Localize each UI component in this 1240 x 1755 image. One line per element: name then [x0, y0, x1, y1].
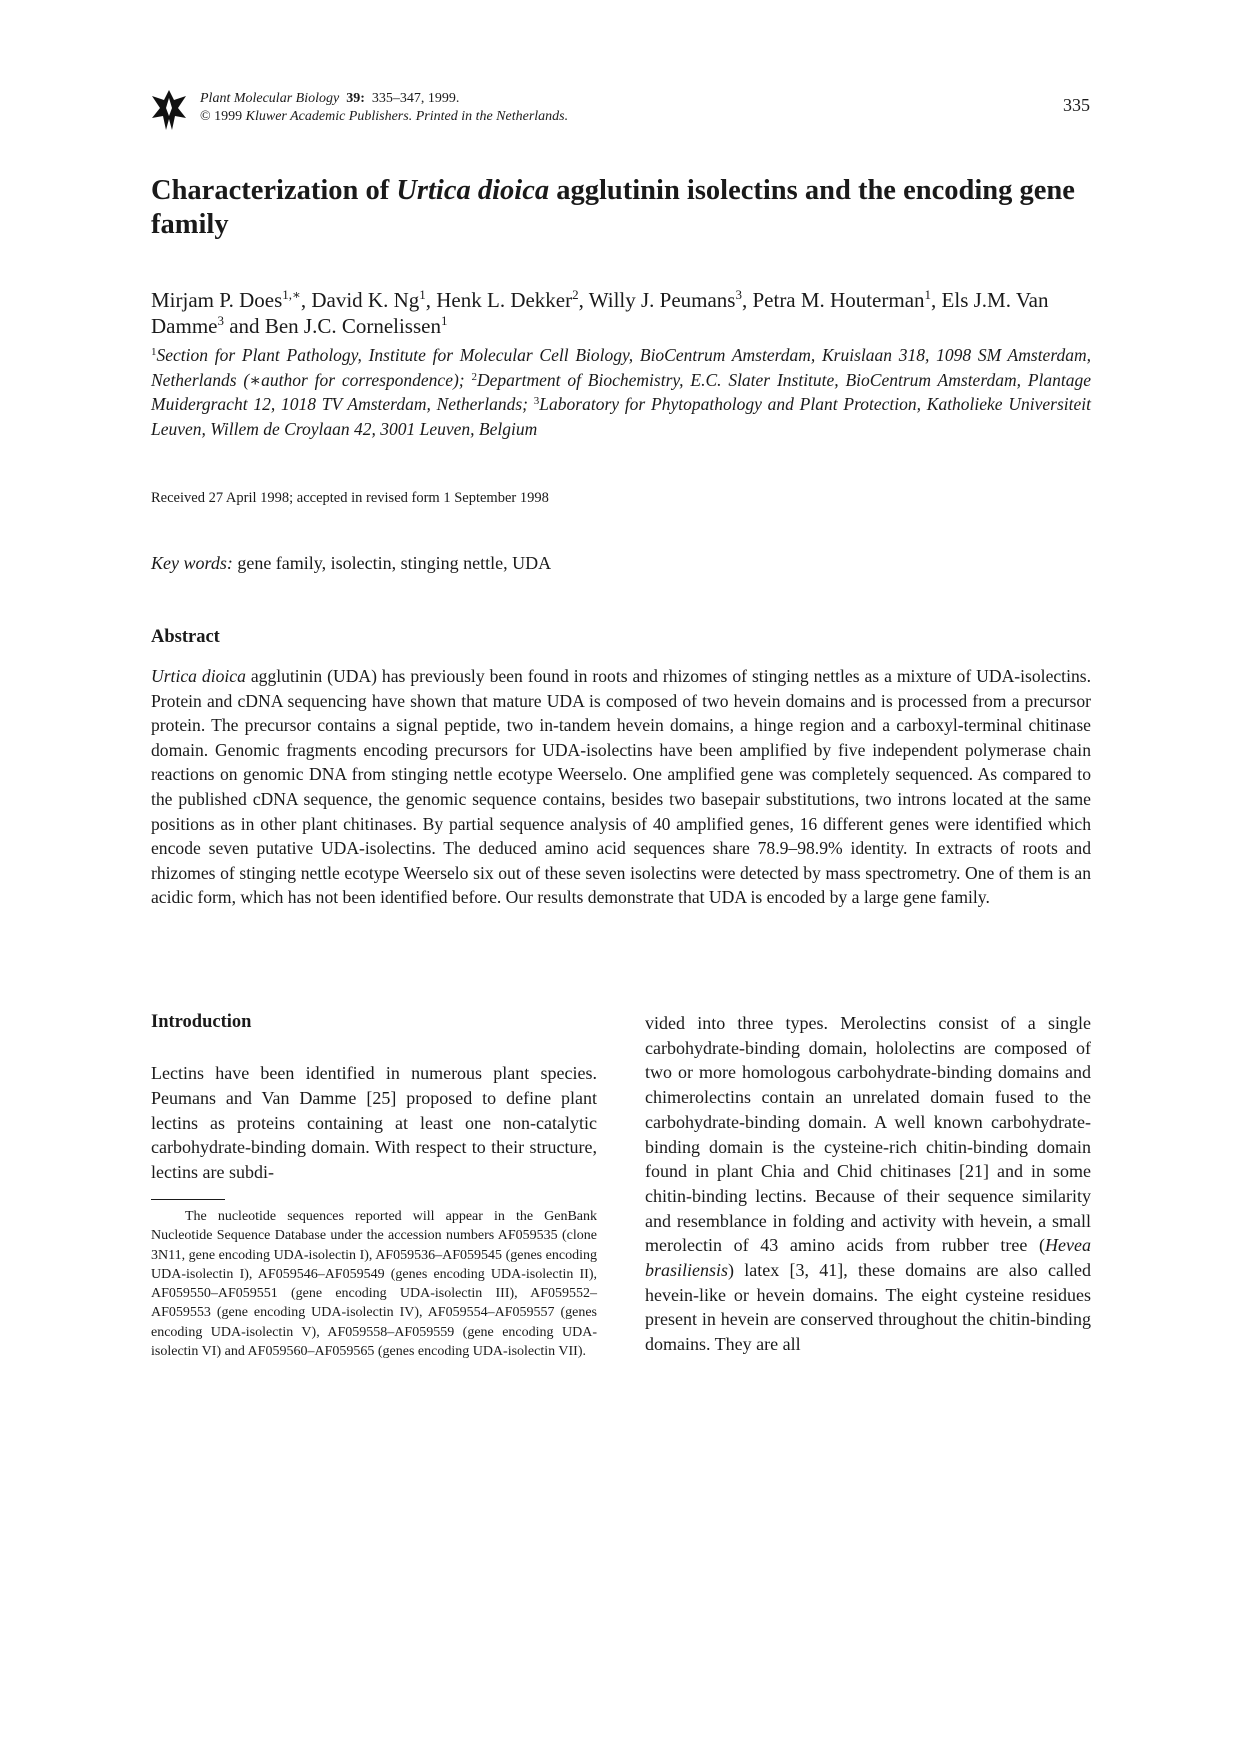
author-name: Henk L. Dekker [436, 288, 573, 312]
affiliation-superscript: 2 [471, 370, 477, 383]
footnote: The nucleotide sequences reported will appear in the GenBank Nucleotide Sequence Database under the accession numbers AF059535 (clone 3N11, gene encoding UDA-isolectin I), AF059536–AF059545 (genes encoding UDA-isolectin I), AF059546–AF059549 (genes encoding UDA-isolectin II), AF059550–AF059551 (gene encoding UDA-isolectin III), AF059552–AF059553 (gene encoding UDA-isolectin IV), AF059554–AF059557 (genes encoding UDA-isolectin V), AF059558–AF059559 (gene encoding UDA-isolectin VI) and AF059560–AF059565 (genes encoding UDA-isolectin VII). [151, 1209, 597, 1360]
keywords-text: gene family, isolectin, stinging nettle, UDA [232, 553, 552, 573]
journal-citation [200, 90, 568, 126]
author-superscript: 1,∗ [282, 287, 301, 302]
author-superscript: 2 [572, 287, 579, 302]
received-date: Received 27 April 1998; accepted in revised form 1 September 1998 [151, 490, 549, 506]
affiliation-superscript: 1 [151, 346, 157, 358]
title-part-2: agglutinin isolectins and the encoding gene family [151, 175, 1075, 240]
page-number: 335 [1063, 95, 1090, 115]
right-species: Hevea brasiliensis [645, 1235, 1091, 1281]
author-separator: , [300, 288, 312, 312]
journal-line-2 [200, 108, 568, 126]
author-superscript: 3 [217, 313, 224, 328]
author-list [151, 287, 1101, 339]
copyright-year: © 1999 [200, 109, 243, 124]
paper-title [151, 174, 1091, 242]
author-superscript: 1 [440, 313, 448, 328]
right-text-part-2: ) latex [3, 41], these domains are also called hevein-like or hevein domains. The eight cysteine residues present in hevein are conserved throughout the chitin-binding domains. They are all [645, 1260, 1091, 1355]
author-name: Mirjam P. Does [151, 288, 283, 312]
introduction-left-column: Lectins have been identified in numerous plant species. Peumans and Van Damme [25] proposed to define plant lectins as proteins containing at least one non-catalytic carbohydrate-binding domain. With respect to their structure, lectins are subdi- [151, 1063, 597, 1183]
abstract-species: Urtica dioica [151, 666, 246, 686]
affiliations [151, 343, 1091, 441]
abstract-body: agglutinin (UDA) has previously been found in roots and rhizomes of stinging nettles as a mixture of UDA-isolectins. Protein and cDNA sequencing have shown that mature UDA is composed of two hevein domains and is processed from a precursor protein. The precursor contains a signal peptide, two in-tandem hevein domains, a hinge region and a carboxyl-terminal chitinase domain. Genomic fragments encoding precursors for UDA-isolectins have been amplified by five independent polymerase chain reactions on genomic DNA from stinging nettle ecotype Weerselo. One amplified gene was completely sequenced. As compared to the published cDNA sequence, the genomic sequence contains, besides two basepair substitutions, two introns located at the same positions as in other plant chitinases. By partial sequence analysis of 40 amplified genes, 16 different genes were identified which encode seven putative UDA-isolectins. The deduced amino acid sequences share 78.9–98.9% identity. In extracts of roots and rhizomes of stinging nettle ecotype Weerselo six out of these seven isolectins were detected by mass spectrometry. One of them is an acidic form, which has not been identified before. Our results demonstrate that UDA is encoded by a large gene family. [151, 666, 1091, 908]
author-superscript: 3 [735, 287, 742, 302]
author-separator: , [578, 288, 589, 312]
affiliation-text: Department of Biochemistry, E.C. Slater Institute, BioCentrum Amsterdam, Plantage Muidergracht 12, 1018 TV Amsterdam, Netherlands; [151, 369, 1091, 414]
author-name: Willy J. Peumans [588, 288, 736, 312]
journal-line-1 [200, 90, 568, 108]
introduction-right-column [645, 1011, 1091, 1357]
footnote-divider [151, 1199, 225, 1200]
publisher-name: Kluwer Academic Publishers. Printed in the Netherlands. [245, 109, 569, 124]
journal-name: Plant Molecular Biology [200, 91, 340, 106]
author-name: Els J.M. Van Damme [151, 288, 1049, 338]
abstract-text [151, 664, 1091, 910]
right-text-part-1: vided into three types. Merolectins consist of a single carbohydrate-binding domain, hololectins are composed of two or more homologous carbohydrate-binding domains and chimerolectins contain an unrelated domain fused to the carbohydrate-binding domain. A well known carbohydrate-binding domain is the cysteine-rich chitin-binding domain found in plant Chia and Chid chitinases [21] and in some chitin-binding lectins. Because of their sequence similarity and resemblance in folding and activity with hevein, a small merolectin of 43 amino acids from rubber tree ( [645, 1013, 1091, 1256]
author-superscript: 1 [419, 287, 426, 302]
affiliation-superscript: 3 [533, 395, 540, 407]
author-separator: and [223, 314, 265, 338]
journal-volume: 39: [346, 91, 365, 106]
journal-pages-year: 335–347, 1999. [371, 91, 460, 106]
abstract-heading: Abstract [151, 627, 220, 647]
author-name: Ben J.C. Cornelissen [264, 314, 441, 338]
introduction-heading: Introduction [151, 1012, 252, 1032]
title-species: Urtica dioica [396, 175, 550, 206]
keywords-label: Key words: [151, 553, 233, 573]
author-name: Petra M. Houterman [752, 288, 925, 312]
author-name: David K. Ng [311, 288, 420, 312]
affiliation-text: Section for Plant Pathology, Institute for Molecular Cell Biology, BioCentrum Amsterdam, Kruislaan 318, 1098 SM Amsterdam, Netherlands (∗author for correspondence); [151, 345, 1091, 390]
author-separator: , [425, 288, 437, 312]
affiliation-text: Laboratory for Phytopathology and Plant Protection, Katholieke Universiteit Leuven, Willem de Croylaan 42, 3001 Leuven, Belgium [151, 394, 1091, 439]
publisher-logo-icon [150, 88, 188, 132]
author-superscript: 1 [924, 287, 932, 302]
keywords [151, 553, 551, 574]
author-separator: , [741, 288, 753, 312]
title-part-1: Characterization of [151, 175, 397, 206]
author-separator: , [931, 288, 942, 312]
